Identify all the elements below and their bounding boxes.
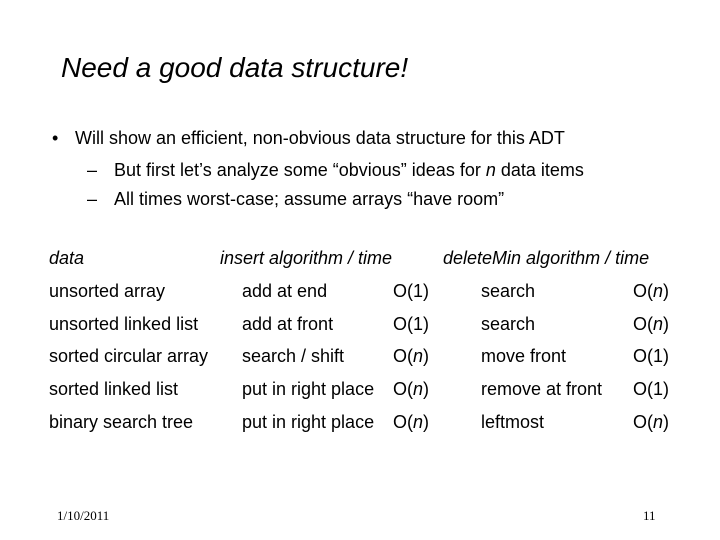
structure-name: sorted circular array [49, 346, 209, 366]
footer-date: 1/10/2011 [57, 508, 110, 523]
insert-time [393, 314, 429, 335]
deletemin-time-prefix: O( [633, 314, 653, 334]
deletemin-algorithm: move front [481, 346, 567, 366]
insert-algorithm: add at front [242, 314, 334, 334]
insert-time-close: ) [423, 281, 430, 301]
bullet-sub-1-post: data items [495, 160, 584, 180]
deletemin-algorithm: leftmost [481, 412, 545, 432]
bullet-sub-1-pre: But first let’s analyze some “obvious” ideas for [114, 160, 486, 180]
deletemin-algorithm: search [481, 281, 536, 301]
insert-time-variable: n [413, 379, 424, 399]
deletemin-time-prefix: O( [633, 412, 653, 432]
bullet-sub-1-var: n [485, 160, 496, 180]
deletemin-time [633, 281, 669, 302]
structure-name: unsorted linked list [49, 314, 199, 334]
insert-time-constant: 1 [413, 314, 424, 334]
insert-time-variable: n [413, 346, 424, 366]
deletemin-time-constant: 1 [653, 379, 664, 399]
deletemin-time-variable: n [653, 314, 664, 334]
structure-name: sorted linked list [49, 379, 179, 399]
deletemin-algorithm: search [481, 314, 536, 334]
deletemin-time [633, 379, 669, 400]
deletemin-time-constant: 1 [653, 346, 664, 366]
slide-title: Need a good data structure! [61, 52, 409, 83]
header-data: data [49, 248, 85, 268]
deletemin-time-prefix: O( [633, 379, 653, 399]
insert-time-close: ) [423, 379, 430, 399]
insert-time-prefix: O( [393, 379, 413, 399]
deletemin-time-close: ) [663, 412, 670, 432]
structure-name: unsorted array [49, 281, 166, 301]
insert-time-variable: n [413, 412, 424, 432]
insert-time-close: ) [423, 346, 430, 366]
header-insert: insert algorithm / time [220, 248, 393, 268]
deletemin-time-prefix: O( [633, 281, 653, 301]
insert-time-constant: 1 [413, 281, 424, 301]
insert-time-close: ) [423, 412, 430, 432]
deletemin-time-variable: n [653, 281, 664, 301]
deletemin-time-close: ) [663, 281, 670, 301]
deletemin-time [633, 314, 669, 335]
bullet-main-text: Will show an efficient, non-obvious data structure for this ADT [75, 128, 565, 148]
sub-bullet-marker: – [87, 189, 98, 209]
insert-algorithm: add at end [242, 281, 328, 301]
deletemin-time [633, 346, 669, 367]
deletemin-time [633, 412, 669, 433]
footer-page-number: 11 [643, 508, 656, 523]
insert-algorithm: put in right place [242, 379, 375, 399]
insert-time-prefix: O( [393, 412, 413, 432]
insert-algorithm: search / shift [242, 346, 345, 366]
deletemin-time-close: ) [663, 346, 670, 366]
insert-time-close: ) [423, 314, 430, 334]
deletemin-time-close: ) [663, 314, 670, 334]
deletemin-time-prefix: O( [633, 346, 653, 366]
deletemin-algorithm: remove at front [481, 379, 603, 399]
insert-time-prefix: O( [393, 346, 413, 366]
deletemin-time-variable: n [653, 412, 664, 432]
insert-time [393, 379, 429, 400]
bullet-marker: • [52, 128, 59, 148]
deletemin-time-close: ) [663, 379, 670, 399]
insert-time-prefix: O( [393, 314, 413, 334]
bullet-sub-2-text: All times worst-case; assume arrays “have room” [114, 189, 505, 209]
insert-algorithm: put in right place [242, 412, 375, 432]
header-deletemin: deleteMin algorithm / time [443, 248, 650, 268]
structure-name: binary search tree [49, 412, 194, 432]
insert-time [393, 346, 429, 367]
insert-time [393, 281, 429, 302]
insert-time-prefix: O( [393, 281, 413, 301]
insert-time [393, 412, 429, 433]
sub-bullet-marker: – [87, 160, 98, 180]
